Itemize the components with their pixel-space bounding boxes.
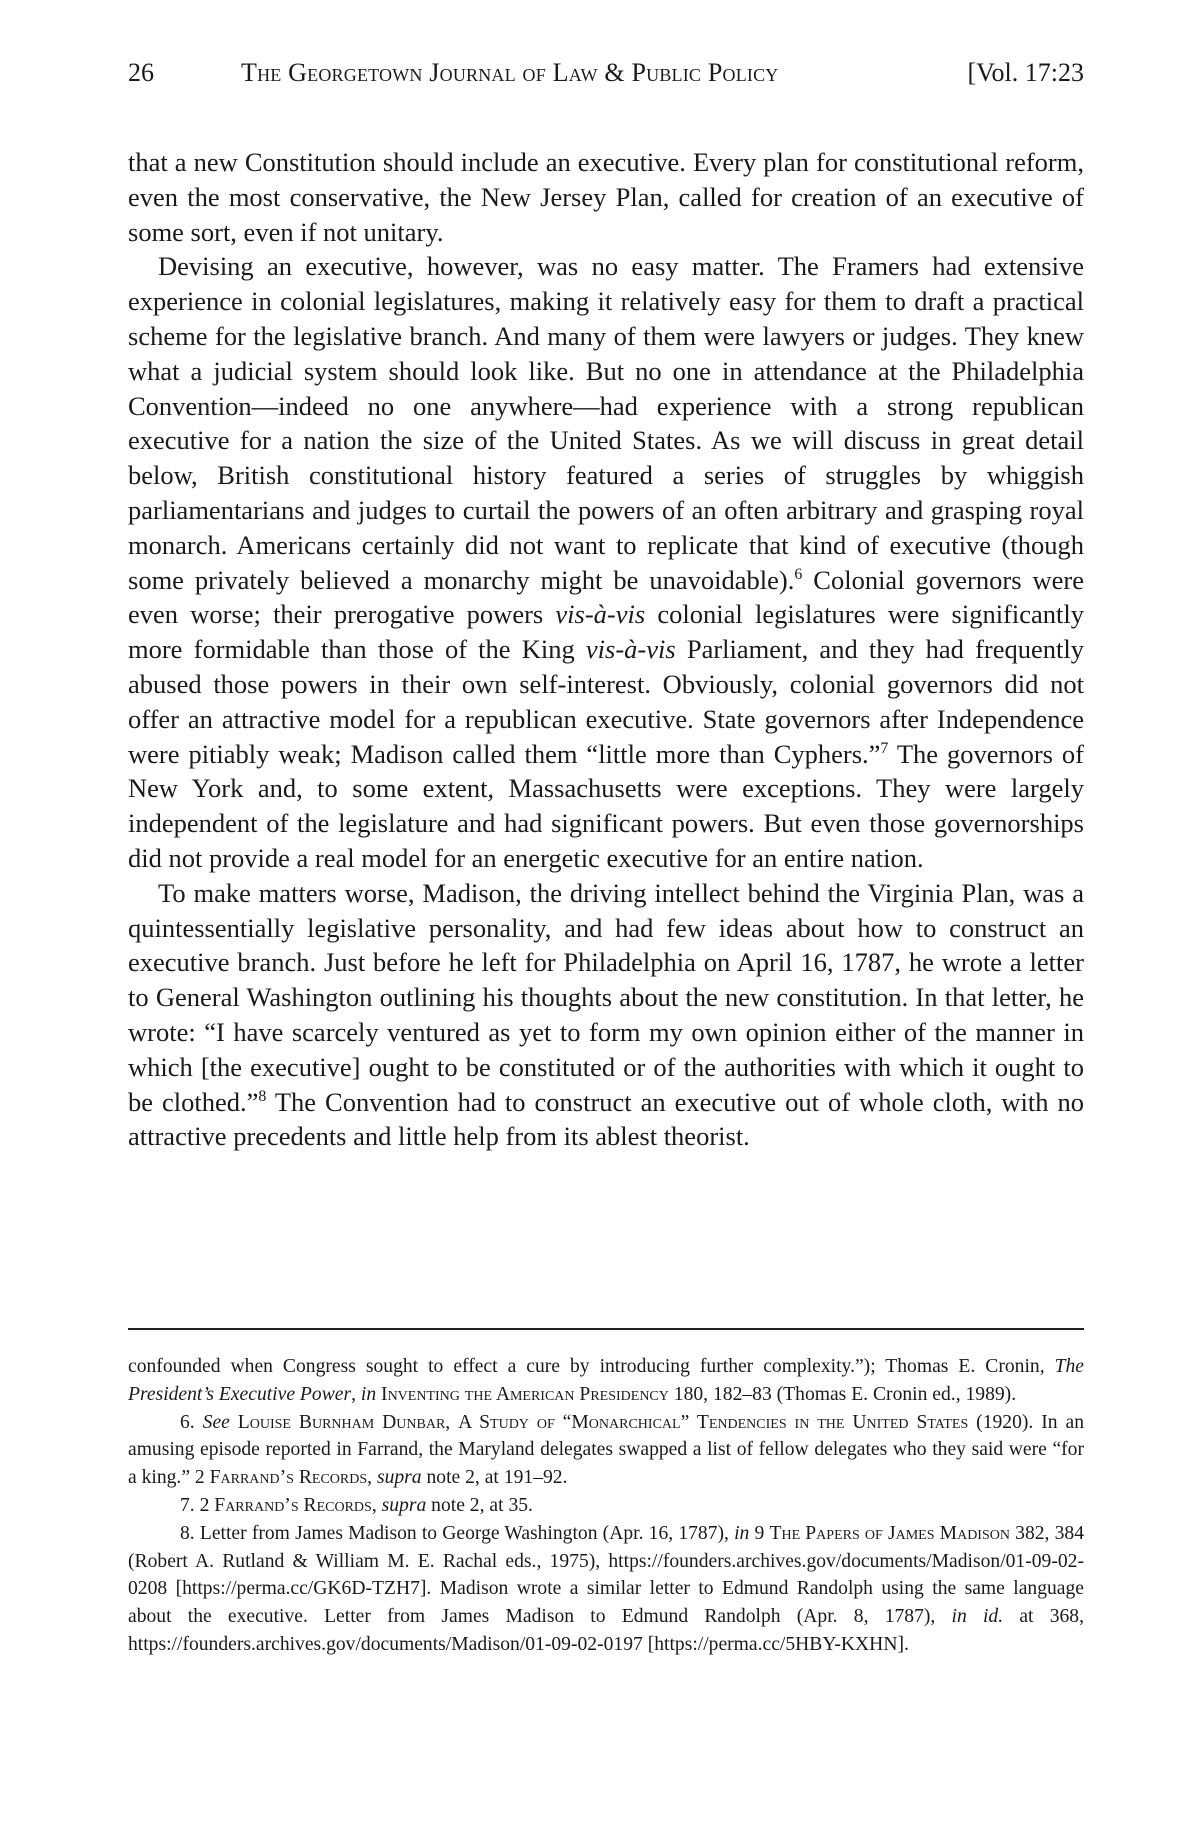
author-name: Louise Burnham Dunbar (237, 1411, 446, 1433)
paragraph-1: that a new Constitution should include an executive. Every plan for constitutional reform, even the most conservative, the New Jersey Plan, called for creation of an executive of some sort, even if not unitary. (128, 147, 1084, 247)
footnote-text: note 2, at 191–92. (421, 1467, 568, 1489)
footnote-text: , (445, 1411, 459, 1433)
book-title: The Papers of James Madison (769, 1522, 1010, 1544)
paragraph-2-text-e: The governors of New York and, to some extent, Massachusetts were exceptions. They were largely independent of the legislature and had significant powers. But even those governorships did not provide a real model for an energetic executive for an entire nation. (128, 738, 1084, 873)
page-number: 26 (128, 58, 154, 87)
paragraph-2-text-b: Colonial governors were even worse; their prerogative powers (128, 564, 1084, 630)
book-title: Inventing the American Presidency (381, 1383, 669, 1405)
signal-in: in (360, 1383, 377, 1405)
main-text (128, 145, 1084, 1154)
footnote-number: 6. (180, 1411, 203, 1433)
paragraph-2-text-a: Devising an executive, however, was no easy matter. The Framers had extensive experience in colonial legislatures, making it relatively easy for them to draft a practical scheme for the legislative branch. And many of them were lawyers or judges. They knew what a judicial system should look like. But no one in attendance at the Philadelphia Convention—indeed no one anywhere—had experience with a strong republican executive for a nation the size of the United States. As we will discuss in great detail below, British constitutional history featured a series of struggles by whiggish parliamentarians and judges to curtail the powers of an often arbitrary and grasping royal monarch. Americans certainly did not want to replicate that kind of executive (though some privately believed a monarchy might be unavoidable). (128, 251, 1084, 595)
footnote-text (230, 1412, 238, 1433)
signal-see: See (202, 1411, 230, 1433)
signal-in: in (734, 1522, 750, 1544)
footnote-6 (128, 1409, 1084, 1492)
signal-in-id: in id. (951, 1606, 1004, 1628)
running-header (128, 55, 1084, 91)
footnote-text: 180, 182–83 (Thomas E. Cronin ed., 1989). (668, 1383, 1017, 1405)
footnote-text: 2 (199, 1494, 215, 1516)
footnote-continuation (128, 1353, 1084, 1409)
footnote-ref-6[interactable]: 6 (794, 565, 803, 583)
signal-supra: supra (376, 1467, 422, 1489)
footnote-text: , (367, 1467, 377, 1489)
footnote-divider (128, 1328, 1084, 1330)
footnote-text[interactable]: at 368, https://founders.archives.gov/documents/Madison/01-09-02-0197 [https://perma.cc/5HBY-KXHN]. (128, 1606, 1085, 1655)
footnote-ref-7[interactable]: 7 (880, 739, 889, 757)
footnote-text: note 2, at 35. (426, 1494, 533, 1516)
footnote-number: 7. (180, 1494, 200, 1516)
paragraph-3-text-b: The Convention had to construct an executive out of whole cloth, with no attractive precedents and little help from its ablest theorist. (128, 1086, 1084, 1152)
footnote-ref-8[interactable]: 8 (258, 1087, 267, 1105)
footnote-7 (128, 1492, 1084, 1520)
footnote-text[interactable]: 382, 384 (Robert A. Rutland & William M. E. Rachal eds., 1975), https://founders.archives.gov/documents/Madison/01-09-02-0208 [https://perma.cc/GK6D-TZH7]. Madison wrote a similar letter to Edmund Randolph using the same language about the executive. Letter from James Madison to Edmund Randolph (Apr. 8, 1787), (128, 1522, 1084, 1628)
paragraph-3 (128, 876, 1084, 1154)
footnote-number: 8. (180, 1522, 200, 1544)
paragraph-3-text-a: To make matters worse, Madison, the driving intellect behind the Virginia Plan, was a quintessentially legislative personality, and had few ideas about how to construct an executive branch. Just before he left for Philadelphia on April 16, 1787, he wrote a letter to General Washington outlining his thoughts about the new constitution. In that letter, he wrote: “I have scarcely ventured as yet to form my own opinion either of the manner in which [the executive] ought to be constituted or of the authorities with which it ought to be clothed.” (128, 877, 1084, 1117)
footnote-text: , (351, 1383, 361, 1405)
footnote-text: , (371, 1494, 382, 1516)
volume-citation: [Vol. 17:23 (967, 58, 1084, 87)
footnote-text: 9 (749, 1522, 770, 1544)
article-title: The President’s Executive Power (128, 1356, 1084, 1405)
footnote-text: Letter from James Madison to George Washington (Apr. 16, 1787), (199, 1522, 735, 1544)
vis-a-vis-italic: vis-à-vis (555, 599, 646, 630)
paragraph-2 (128, 249, 1084, 875)
book-title: Farrand’s Records (209, 1467, 368, 1489)
signal-supra: supra (381, 1494, 427, 1516)
footnote-text: confounded when Congress sought to effect a cure by introducing further complexity.”); Thomas E. Cronin, (128, 1356, 1055, 1377)
paragraph-2-text-c: colonial legislatures were significantly more formidable than those of the King (128, 599, 1084, 665)
paragraph-2-text-d: Parliament, and they had frequently abused those powers in their own self-interest. Obviously, colonial governors did not offer an attractive model for a republican executive. State governors after Independence were pitiably weak; Madison called them “little more than Cyphers.” (128, 634, 1084, 769)
book-title: A Study of “Monarchical” Tendencies in the United States (458, 1411, 969, 1433)
footnotes (128, 1353, 1084, 1659)
footnote-8 (128, 1520, 1084, 1659)
book-title: Farrand’s Records (214, 1494, 372, 1516)
journal-title: The Georgetown Journal of Law & Public Policy (241, 58, 779, 87)
vis-a-vis-italic: vis-à-vis (585, 634, 676, 665)
footnote-text: (1920). In an amusing episode reported in Farrand, the Maryland delegates swapped a list of fellow delegates who they said were “for a king.” 2 (128, 1411, 1085, 1489)
